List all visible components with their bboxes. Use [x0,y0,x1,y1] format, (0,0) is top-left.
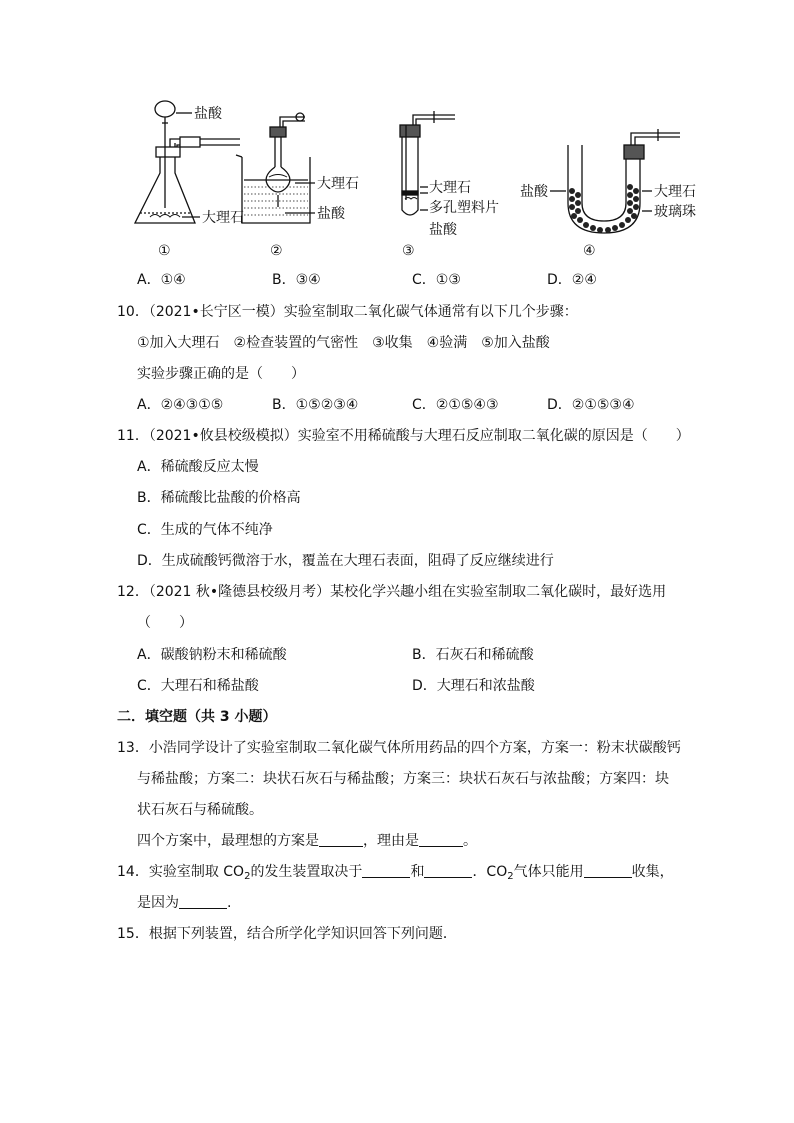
q11-option-c[interactable]: C．生成的气体不纯净 [137,522,273,538]
fig1-label-bottom: 大理石 [202,210,244,226]
q12-paren: （ ） [137,615,193,631]
fig2-label-bottom: 盐酸 [317,206,345,222]
q14-text-8: . [227,895,232,911]
q13-line-1: 13．小浩同学设计了实验室制取二氧化碳气体所用药品的四个方案，方案一：粉末状碳酸钙 [117,740,681,756]
fig3-label-3: 盐酸 [429,222,457,238]
fig4-label-left: 盐酸 [520,184,548,200]
q13-end: 。 [463,833,477,849]
q13-blank-reason[interactable] [419,832,463,847]
apparatus-figure [120,95,696,265]
q11-stem: 11．（2021•攸县校级模拟）实验室不用稀硫酸与大理石反应制取二氧化碳的原因是（ ） [117,428,690,444]
q11-option-a[interactable]: A．稀硫酸反应太慢 [137,459,259,475]
q14-blank-1[interactable] [362,863,410,878]
q13-line-2: 与稀盐酸；方案二：块状石灰石与稀盐酸；方案三：块状石灰石与浓盐酸；方案四：块 [137,771,669,787]
q14-blank-3[interactable] [584,863,632,878]
q14-subscript-1: 2 [244,871,251,882]
q13-line-3: 状石灰石与稀硫酸。 [137,802,263,818]
q10-stem: 10．（2021•长宁区一模）实验室制取二氧化碳气体通常有以下几个步骤： [117,304,578,320]
q12-stem: 12．（2021 秋•隆德县校级月考）某校化学兴趣小组在实验室制取二氧化碳时，最好选用 [117,584,667,600]
q14-blank-2[interactable] [424,863,472,878]
fig2-label-top: 大理石 [317,176,359,192]
q14-text-1: 14．实验室制取 CO [117,864,245,880]
q14-line-2 [137,893,231,913]
apparatus-2-beaker [236,113,315,223]
q9-option-d[interactable]: D．②④ [547,272,597,288]
q10-option-c[interactable]: C．②①⑤④③ [412,397,499,413]
q13-prompt-scheme: 四个方案中，最理想的方案是 [137,833,319,849]
q14-text-6: 收集， [631,864,674,880]
q12-option-d[interactable]: D．大理石和浓盐酸 [412,678,535,694]
q11-option-b[interactable]: B．稀硫酸比盐酸的价格高 [137,490,301,506]
q9-option-b[interactable]: B．③④ [272,272,321,288]
section-fill-in-title: 二．填空题（共 3 小题） [117,709,277,725]
q10-option-d[interactable]: D．②①⑤③④ [547,397,635,413]
q15-stem: 15．根据下列装置，结合所学化学知识回答下列问题． [117,926,457,942]
q12-option-c[interactable]: C．大理石和稀盐酸 [137,678,259,694]
q14-text-7: 是因为 [137,895,179,911]
fig4-number: ④ [583,243,596,259]
q10-option-a[interactable]: A．②④③①⑤ [137,397,224,413]
fig4-label-right-1: 大理石 [654,184,696,200]
q14-text-5: 气体只能用 [513,864,584,880]
q14-subscript-2: 2 [507,871,514,882]
q12-option-b[interactable]: B．石灰石和稀硫酸 [412,647,534,663]
q14-text-4: ．CO [472,864,508,880]
fig2-number: ② [270,243,283,259]
q13-blank-scheme[interactable] [319,832,363,847]
q12-option-a[interactable]: A．碳酸钠粉末和稀硫酸 [137,647,287,663]
q9-option-c[interactable]: C．①③ [412,272,461,288]
fig1-label-top: 盐酸 [194,106,222,122]
q14-text-2: 的发生装置取决于 [250,864,363,880]
fig3-number: ③ [402,243,415,259]
q9-option-a[interactable]: A．①④ [137,272,186,288]
apparatus-1-flask [135,101,240,223]
q13-prompt-reason: ，理由是 [363,833,419,849]
q10-steps: ①加入大理石 ②检查装置的气密性 ③收集 ④验满 ⑤加入盐酸 [137,335,550,351]
q11-option-d[interactable]: D．生成硫酸钙微溶于水，覆盖在大理石表面，阻碍了反应继续进行 [137,553,554,569]
q14-text-3: 和 [410,864,425,880]
q13-line-4 [137,831,477,851]
glass-beads [569,184,639,233]
q10-option-b[interactable]: B．①⑤②③④ [272,397,359,413]
fig3-label-2: 多孔塑料片 [429,200,499,216]
q10-ask: 实验步骤正确的是（ ） [137,366,305,382]
fig3-label-1: 大理石 [429,180,471,196]
fig1-number: ① [158,243,171,259]
q14-blank-4[interactable] [179,894,227,909]
q14-line-1 [117,862,674,887]
fig4-label-right-2: 玻璃珠 [654,204,696,220]
